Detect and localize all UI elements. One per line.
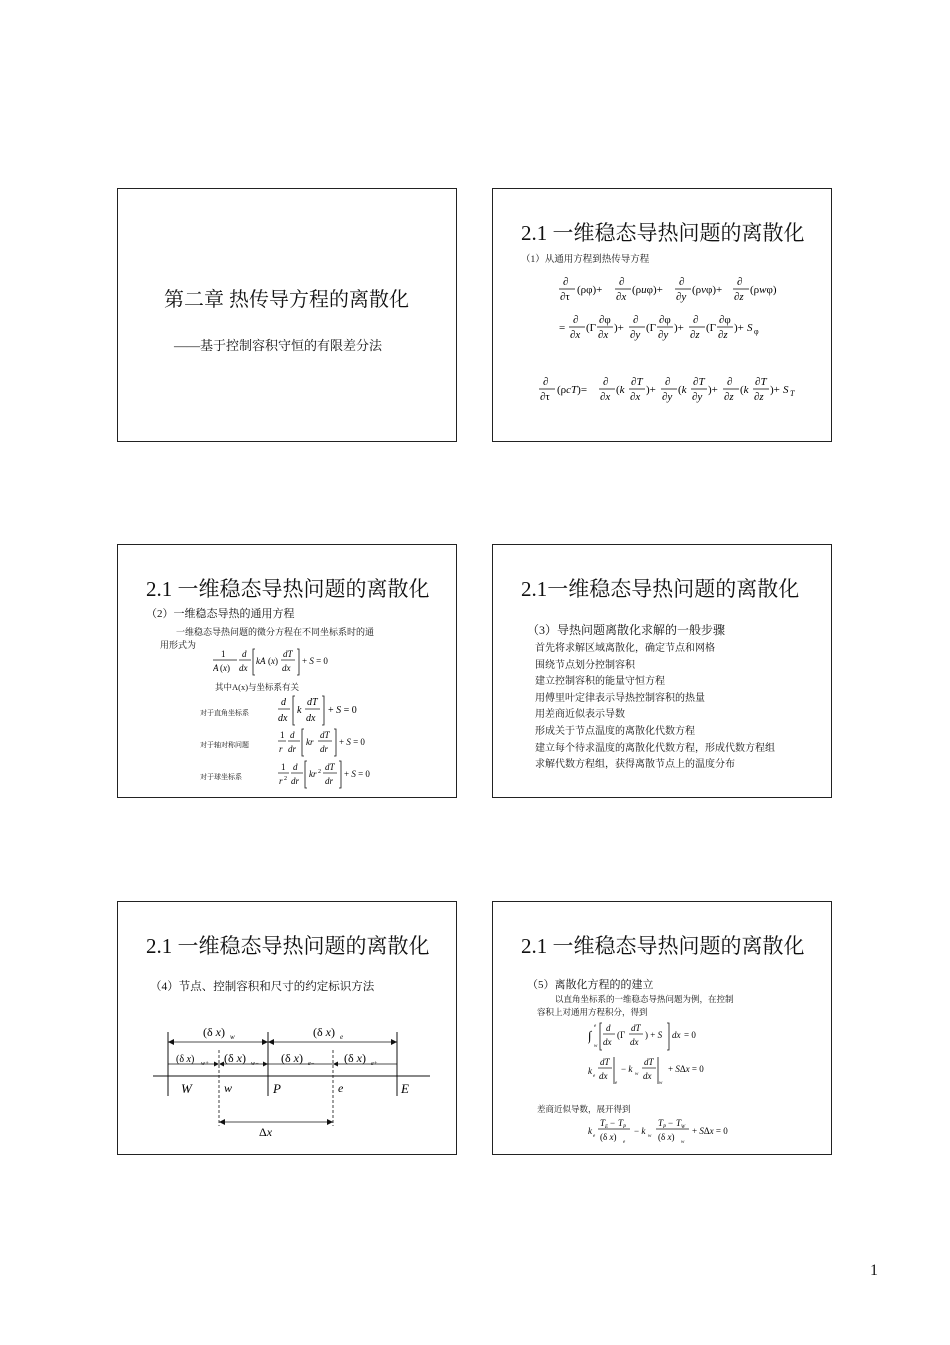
svg-text:d: d — [606, 1023, 611, 1033]
general-1d-equation — [213, 645, 353, 681]
svg-text:E: E — [401, 1081, 409, 1096]
svg-text:)+: )+ — [614, 322, 624, 334]
svg-text:r: r — [279, 744, 283, 754]
svg-text:dT: dT — [325, 762, 335, 772]
svg-text:∂: ∂ — [563, 276, 569, 288]
list-item: 围绕节点划分控制容积 — [535, 659, 635, 671]
svg-text:(ρcT)=: (ρcT)= — [557, 384, 588, 396]
svg-text:(Γ: (Γ — [646, 322, 657, 334]
svg-text:(k: (k — [740, 384, 749, 396]
svg-text:T: T — [658, 1118, 664, 1128]
svg-text:2: 2 — [284, 776, 287, 782]
svg-text:E: E — [605, 1125, 609, 1130]
svg-text:w: w — [648, 1134, 652, 1139]
svg-text:∂: ∂ — [727, 376, 733, 388]
svg-text:(Γ: (Γ — [617, 1030, 626, 1040]
svg-text:∂φ: ∂φ — [719, 314, 731, 326]
svg-text:2: 2 — [318, 769, 321, 775]
slide-3 — [117, 544, 457, 798]
svg-text:e+: e+ — [371, 1061, 378, 1067]
svg-text:dr: dr — [325, 776, 334, 786]
svg-text:e: e — [593, 1134, 596, 1139]
svg-text:− k: − k — [621, 1064, 633, 1074]
svg-text:W: W — [181, 1081, 192, 1096]
svg-text:∂z: ∂z — [754, 391, 764, 403]
svg-text:dx: dx — [672, 1030, 681, 1040]
svg-text:dx: dx — [239, 663, 248, 673]
svg-text:∂: ∂ — [693, 314, 699, 326]
slide-6 — [492, 901, 832, 1155]
svg-text:)+: )+ — [708, 384, 718, 396]
svg-text:P: P — [623, 1125, 627, 1130]
svg-text:(Γ: (Γ — [586, 322, 597, 334]
svg-text:e−: e− — [308, 1061, 315, 1067]
integral-equation — [588, 1020, 738, 1054]
approximation-note: 差商近似导数，展开得到 — [537, 1104, 631, 1114]
discrete-equation — [588, 1116, 758, 1150]
svg-text:) + S: ) + S — [645, 1030, 663, 1040]
svg-text:dx: dx — [599, 1071, 608, 1081]
slide-item: （3）导热问题离散化求解的一般步骤 — [527, 623, 726, 637]
slide-5 — [117, 901, 457, 1155]
svg-text:∂: ∂ — [543, 376, 549, 388]
svg-text:∂T: ∂T — [631, 376, 643, 388]
svg-text:)+: )+ — [646, 384, 656, 396]
svg-text:dx: dx — [603, 1037, 612, 1047]
svg-text:dx: dx — [306, 713, 316, 724]
svg-text:e: e — [623, 1140, 626, 1145]
svg-text:kr: kr — [306, 737, 314, 747]
svg-text:k: k — [588, 1126, 592, 1136]
page-number: 1 — [870, 1262, 878, 1279]
flux-balance-equation — [588, 1054, 738, 1088]
svg-text:1: 1 — [221, 649, 226, 659]
svg-text:dr: dr — [320, 744, 329, 754]
list-item: 建立控制容积的能量守恒方程 — [535, 676, 665, 688]
svg-text:+ S = 0: + S = 0 — [344, 769, 370, 779]
svg-text:∫: ∫ — [588, 1028, 592, 1043]
svg-text:k: k — [588, 1066, 592, 1076]
svg-text:φ: φ — [754, 327, 759, 336]
svg-text:dT: dT — [600, 1057, 610, 1067]
slide-4 — [492, 544, 832, 798]
svg-text:∂: ∂ — [633, 314, 639, 326]
svg-text:∂τ: ∂τ — [560, 291, 570, 303]
svg-text:∂x: ∂x — [616, 291, 627, 303]
svg-text:w: w — [659, 1081, 663, 1086]
svg-text:∂T: ∂T — [755, 376, 767, 388]
svg-text:∂: ∂ — [737, 276, 743, 288]
svg-text:w: w — [224, 1081, 233, 1095]
svg-text:∂x: ∂x — [598, 329, 609, 341]
svg-text:d: d — [293, 762, 298, 772]
svg-text:)+: )+ — [770, 384, 780, 396]
description-line-1: 以直角坐标系的一维稳态导热问题为例，在控制 — [555, 994, 734, 1004]
svg-text:d: d — [290, 730, 295, 740]
svg-text:(ρvφ)+: (ρvφ)+ — [692, 284, 723, 296]
svg-text:(k: (k — [616, 384, 625, 396]
svg-text:(δ x): (δ x) — [281, 1051, 303, 1065]
slide-title: 2.1 一维稳态导热问题的离散化 — [146, 577, 430, 601]
svg-text:∂z: ∂z — [724, 391, 734, 403]
description-line-1: 一维稳态导热问题的微分方程在不同坐标系时的通 — [176, 627, 375, 637]
svg-text:w−: w− — [251, 1061, 260, 1067]
svg-text:dx: dx — [282, 663, 291, 673]
svg-text:w+: w+ — [201, 1061, 210, 1067]
svg-text:(x): (x) — [268, 656, 278, 666]
general-equation — [533, 273, 823, 413]
slide-2 — [492, 188, 832, 442]
slide-title: 2.1 一维稳态导热问题的离散化 — [146, 934, 430, 958]
svg-text:dT: dT — [307, 697, 318, 708]
svg-text:e: e — [615, 1081, 618, 1086]
svg-text:∂z: ∂z — [690, 329, 700, 341]
svg-text:r: r — [279, 776, 283, 786]
svg-text:S: S — [747, 322, 753, 334]
svg-text:(δ x): (δ x) — [176, 1054, 195, 1065]
svg-text:k: k — [297, 705, 302, 716]
list-item: 用傅里叶定律表示导热控制容积的热量 — [535, 692, 705, 704]
svg-text:dr: dr — [291, 776, 300, 786]
slide-title: 2.1 一维稳态导热问题的离散化 — [521, 221, 805, 245]
svg-text:dT: dT — [320, 730, 330, 740]
description-line-2: 容积上对通用方程积分，得到 — [537, 1007, 648, 1017]
svg-text:∂φ: ∂φ — [599, 314, 611, 326]
svg-text:S: S — [783, 384, 789, 396]
svg-text:dr: dr — [288, 744, 297, 754]
list-item: 用差商近似表示导数 — [535, 709, 625, 721]
svg-text:T: T — [618, 1118, 624, 1128]
svg-text:∂x: ∂x — [600, 391, 611, 403]
svg-text:+ S = 0: + S = 0 — [328, 705, 357, 716]
svg-text:e: e — [594, 1024, 597, 1029]
svg-text:∂y: ∂y — [662, 391, 673, 403]
svg-text:∂x: ∂x — [570, 329, 581, 341]
svg-text:e: e — [340, 1033, 344, 1041]
svg-text:∂z: ∂z — [718, 329, 728, 341]
svg-text:∂: ∂ — [573, 314, 579, 326]
svg-text:P: P — [663, 1125, 667, 1130]
svg-text:T: T — [600, 1118, 606, 1128]
slide-subtitle: ——基于控制容积守恒的有限差分法 — [174, 338, 383, 353]
svg-text:dT: dT — [283, 649, 293, 659]
svg-text:d: d — [281, 697, 286, 708]
rectangular-equation — [278, 693, 378, 731]
svg-text:=: = — [559, 322, 566, 334]
label-cylindrical: 对于轴对称问题 — [200, 741, 249, 749]
svg-text:+ S = 0: + S = 0 — [302, 656, 328, 666]
list-item: 求解代数方程组，获得离散节点上的温度分布 — [535, 759, 735, 771]
svg-text:∂y: ∂y — [692, 391, 703, 403]
slide-item: （5）离散化方程的的建立 — [527, 979, 654, 991]
svg-text:dT: dT — [644, 1057, 654, 1067]
svg-text:e: e — [338, 1081, 344, 1095]
svg-text:∂: ∂ — [603, 376, 609, 388]
svg-text:d: d — [242, 649, 247, 659]
svg-text:P: P — [273, 1081, 281, 1096]
svg-text:∂: ∂ — [679, 276, 685, 288]
svg-text:dT: dT — [631, 1023, 641, 1033]
svg-text:dx: dx — [643, 1071, 652, 1081]
svg-text:∂T: ∂T — [693, 376, 705, 388]
svg-text:(x): (x) — [220, 663, 230, 673]
svg-text:(Γ: (Γ — [706, 322, 717, 334]
svg-text:+ SΔx = 0: + SΔx = 0 — [668, 1064, 704, 1074]
svg-text:∂y: ∂y — [658, 329, 669, 341]
svg-text:+ S = 0: + S = 0 — [339, 737, 365, 747]
svg-text:(ρwφ): (ρwφ) — [750, 284, 777, 296]
svg-text:(δ x): (δ x) — [600, 1132, 617, 1142]
slide-title: 第二章 热传导方程的离散化 — [164, 289, 409, 311]
svg-text:∂τ: ∂τ — [540, 391, 550, 403]
spherical-equation — [278, 759, 388, 795]
svg-text:− k: − k — [634, 1126, 646, 1136]
slide-item: （1）从通用方程到热传导方程 — [521, 255, 650, 265]
svg-text:∂z: ∂z — [734, 291, 744, 303]
svg-text:∂: ∂ — [665, 376, 671, 388]
svg-text:1: 1 — [281, 762, 286, 772]
svg-text:−: − — [610, 1118, 616, 1128]
label-spherical: 对于球坐标系 — [200, 773, 242, 781]
list-item: 形成关于节点温度的离散化代数方程 — [535, 725, 695, 737]
svg-text:dx: dx — [630, 1037, 639, 1047]
slide-item: （2）一维稳态导热的通用方程 — [146, 608, 295, 620]
svg-text:= 0: = 0 — [684, 1030, 696, 1040]
svg-text:1: 1 — [280, 730, 285, 740]
svg-text:(k: (k — [678, 384, 687, 396]
svg-text:T: T — [676, 1118, 682, 1128]
svg-text:∂y: ∂y — [630, 329, 641, 341]
description-line-2: 用形式为 — [160, 640, 197, 650]
slide-1 — [117, 188, 457, 442]
svg-text:T: T — [790, 389, 795, 398]
slide-title: 2.1 一维稳态导热问题的离散化 — [521, 934, 805, 958]
svg-text:dx: dx — [278, 713, 288, 724]
cylindrical-equation — [278, 727, 388, 761]
svg-text:w: w — [635, 1072, 639, 1077]
svg-text:(δ x): (δ x) — [224, 1051, 246, 1065]
svg-text:w: w — [681, 1140, 685, 1145]
svg-text:e: e — [593, 1074, 596, 1079]
svg-text:Δx: Δx — [259, 1125, 273, 1139]
svg-text:W: W — [681, 1125, 686, 1130]
svg-text:kA: kA — [256, 656, 266, 666]
steps-list — [535, 641, 775, 774]
svg-text:∂φ: ∂φ — [659, 314, 671, 326]
svg-text:∂: ∂ — [619, 276, 625, 288]
svg-text:)+: )+ — [674, 322, 684, 334]
list-item: 建立每个待求温度的离散化代数方程，形成代数方程组 — [535, 742, 775, 754]
svg-text:−: − — [668, 1118, 674, 1128]
svg-text:∂x: ∂x — [630, 391, 641, 403]
slide-title: 2.1一维稳态导热问题的离散化 — [521, 577, 800, 601]
svg-text:(δ x): (δ x) — [344, 1051, 366, 1065]
svg-text:w: w — [594, 1044, 598, 1049]
svg-text:∂y: ∂y — [676, 291, 687, 303]
slide-item: （4）节点、控制容积和尺寸的约定标识方法 — [150, 981, 375, 993]
note-area-function: 其中A(x)与坐标系有关 — [215, 682, 300, 692]
svg-text:w: w — [230, 1033, 235, 1041]
control-volume-diagram — [148, 1020, 438, 1140]
svg-text:(δ x): (δ x) — [313, 1025, 335, 1039]
svg-text:(δ x): (δ x) — [658, 1132, 675, 1142]
svg-text:(δ x): (δ x) — [203, 1025, 225, 1039]
svg-text:)+: )+ — [734, 322, 744, 334]
svg-text:+ SΔx = 0: + SΔx = 0 — [692, 1126, 728, 1136]
label-rectangular: 对于直角坐标系 — [200, 709, 249, 717]
svg-text:(ρuφ)+: (ρuφ)+ — [632, 284, 663, 296]
svg-text:kr: kr — [309, 769, 317, 779]
svg-text:A: A — [213, 663, 219, 673]
list-item: 首先将求解区域离散化，确定节点和网格 — [535, 643, 715, 654]
svg-text:(ρφ)+: (ρφ)+ — [577, 284, 603, 296]
